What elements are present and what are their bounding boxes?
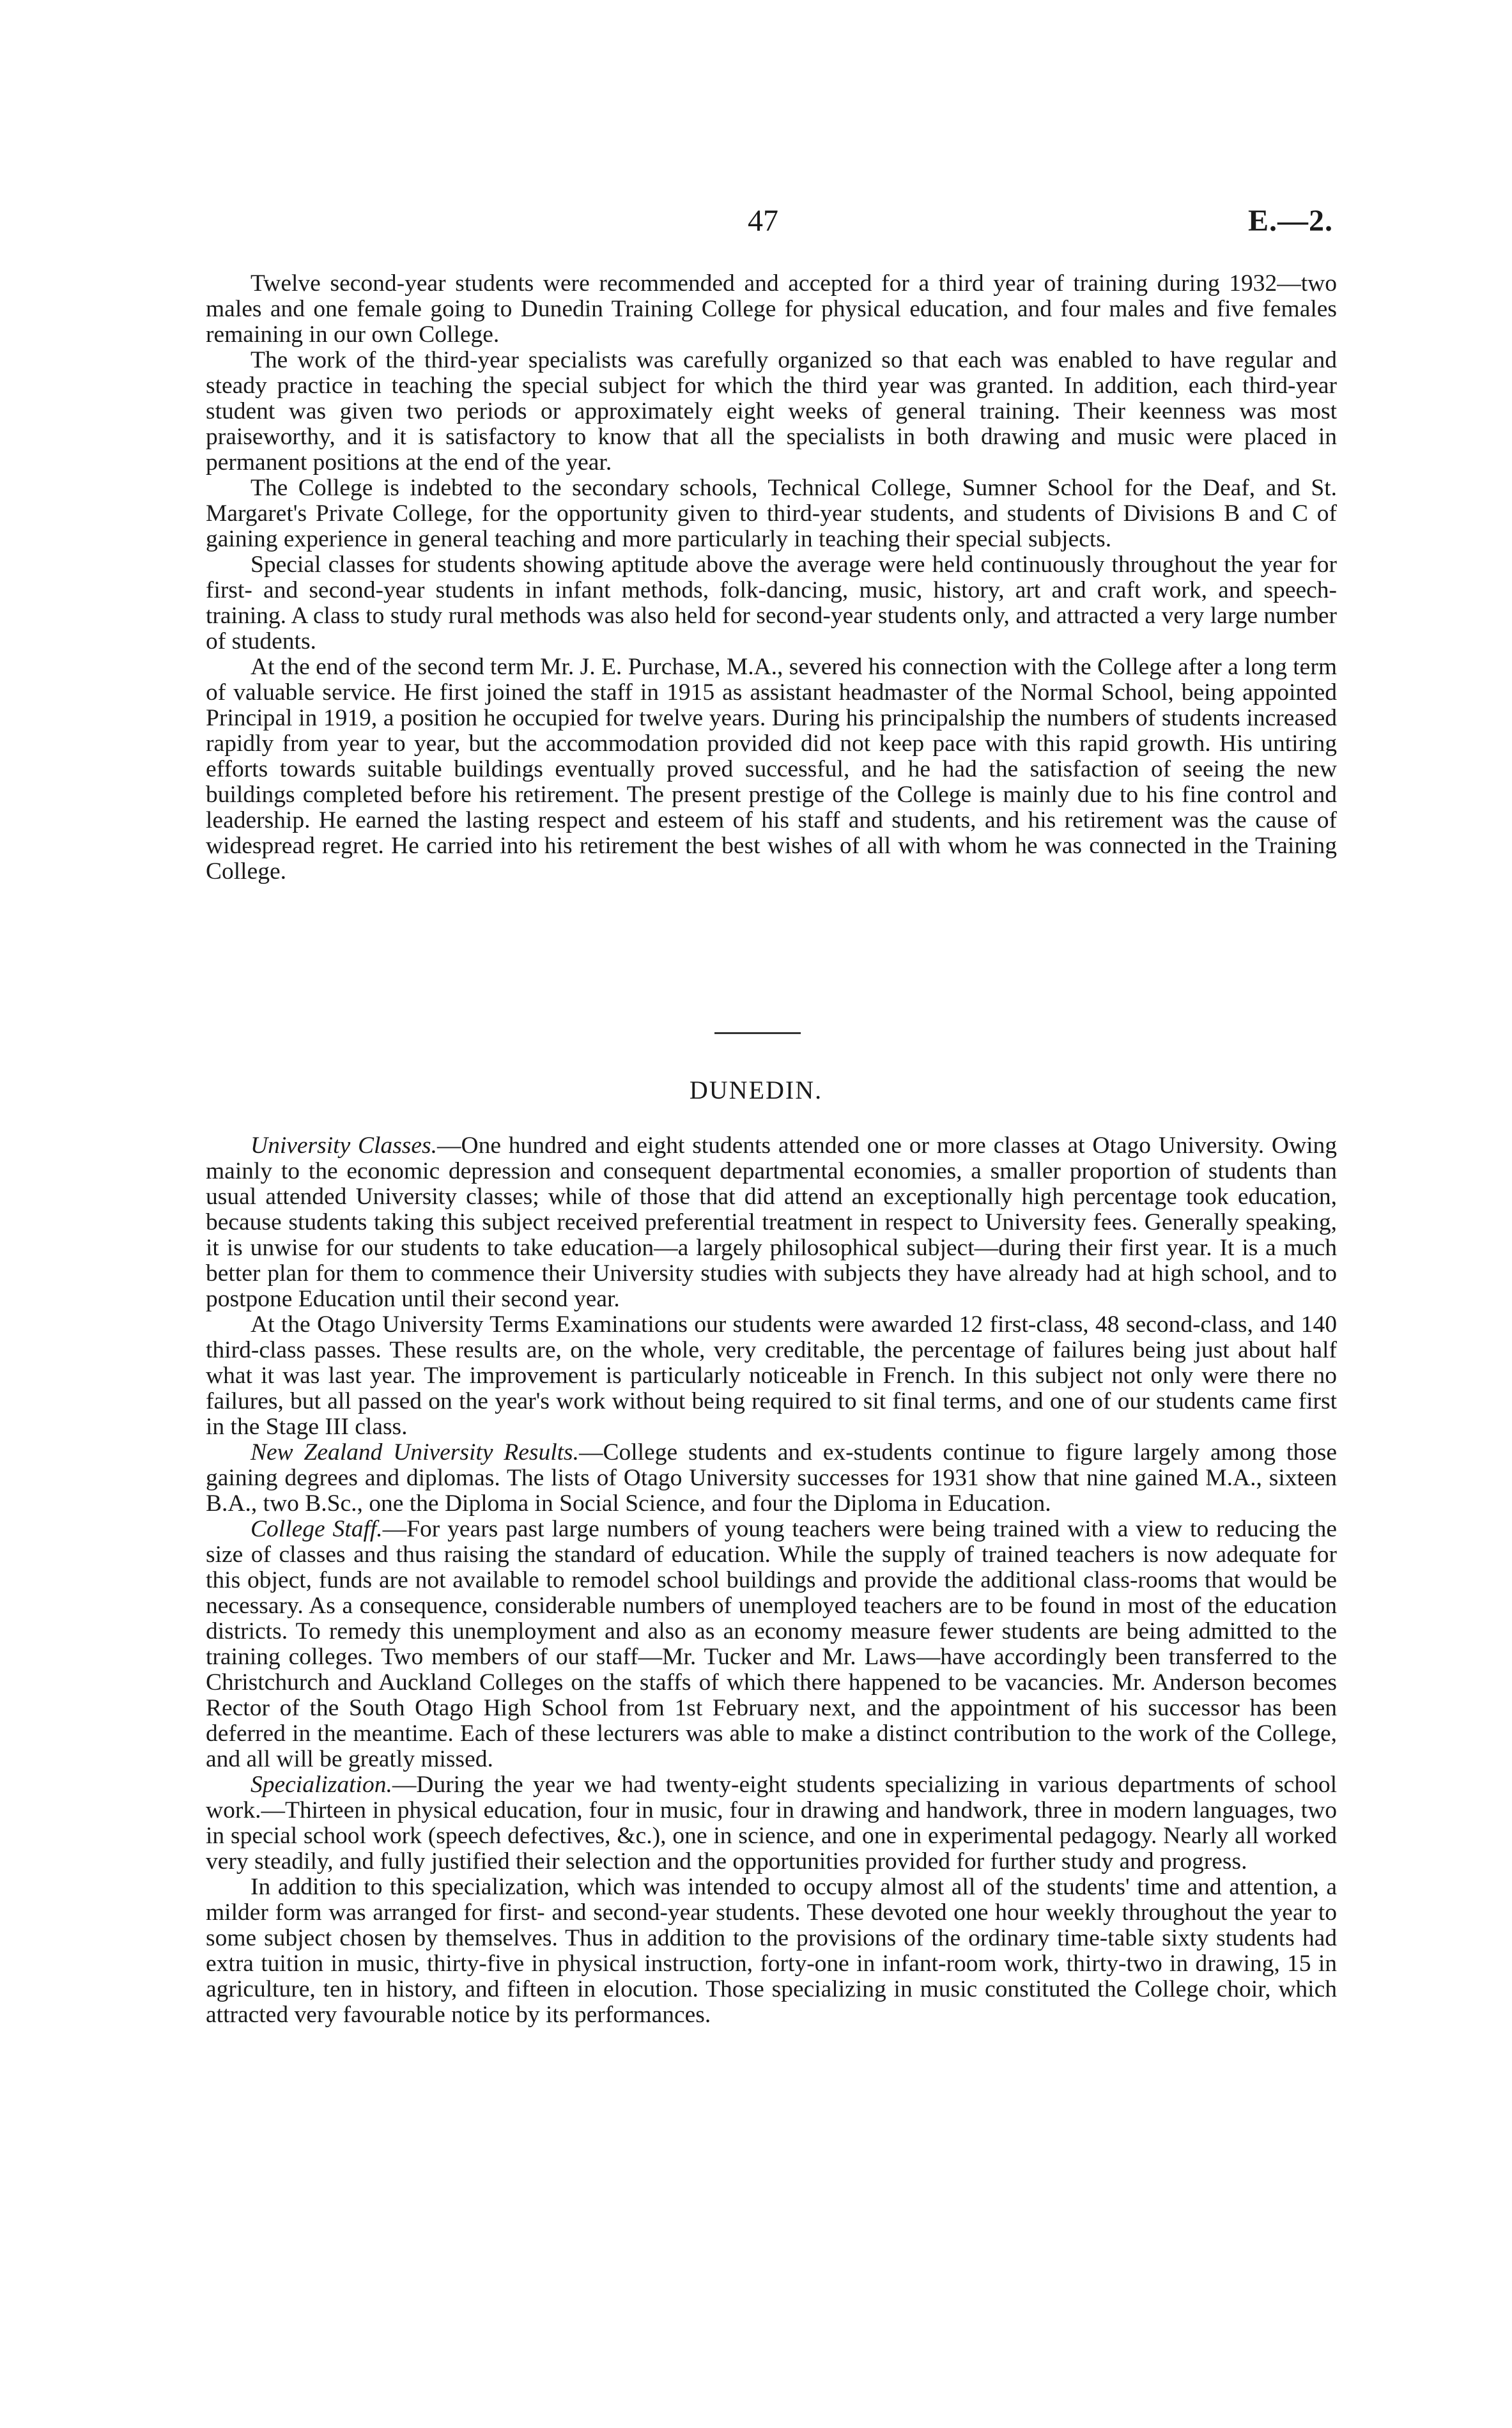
- paragraph-college-indebted: The College is indebted to the secondary schools, Technical College, Sumner School for the Deaf, and St. Margaret's Private College, for the opportunity given to third-year students, and students of Divisions B and C of gaining experience in general teaching and more particularly in teaching their special subjects.: [206, 475, 1337, 552]
- university-classes-text: —One hundred and eight students attended one or more classes at Otago University. Owing mainly to the economic depression and consequent departmental economies, a smaller proportion of students than usual attended University classes; while of those that did attend an exceptionally high percentage took education, because students taking this subject received preferential treatment in respect to University fees. Generally speaking, it is unwise for our students to take education—a largely philosophical subject—during their first year. It is a much better plan for them to commence their University studies with subjects they have already had at high school, and to postpone Education until their second year.: [206, 1133, 1337, 1312]
- christchurch-section-continued: [206, 271, 1337, 885]
- nz-results-text: —College students and ex-students continue to figure largely among those gaining degrees and diplomas. The lists of Otago University successes for 1931 show that nine gained M.A., sixteen B.A., two B.Sc., one the Diploma in Social Science, and four the Diploma in Education.: [206, 1439, 1337, 1517]
- paragraph-terms-examinations: At the Otago University Terms Examinations our students were awarded 12 first-class, 48 second-class, and 140 third-class passes. These results are, on the whole, very creditable, the percentage of failures being just about half what it was last year. The improvement is particularly noticeable in French. In this subject not only were there no failures, but all passed on the year's work without being required to sit final terms, and one of our students came first in the Stage III class.: [206, 1311, 1337, 1440]
- run-in-heading-university-classes: University Classes.: [251, 1133, 437, 1159]
- paragraph-nz-university-results: [206, 1440, 1337, 1517]
- section-title: DUNEDIN.: [689, 1076, 823, 1104]
- run-in-heading-college-staff: College Staff.: [251, 1516, 383, 1542]
- paragraph-special-classes: Special classes for students showing aptitude above the average were held continuously throughout the year for first- and second-year students in infant methods, folk-dancing, music, history, art and craft work, and speech-training. A class to study rural methods was also held for second-year students only, and attracted a very large number of students.: [206, 552, 1337, 654]
- paragraph-specialization: [206, 1772, 1337, 1875]
- paragraph-milder-specialization: In addition to this specialization, which was intended to occupy almost all of the students' time and attention, a milder form was arranged for first- and second-year students. These devoted one hour weekly throughout the year to some subject chosen by themselves. Thus in addition to the provisions of the ordinary time-table sixty students had extra tuition in music, thirty-five in physical instruction, forty-one in infant-room work, thirty-two in drawing, 15 in agriculture, ten in history, and fifteen in elocution. Those specializing in music constituted the College choir, which attracted very favourable notice by its performances.: [206, 1874, 1337, 2028]
- specialization-text: —During the year we had twenty-eight students specializing in various departments of school work.—Thirteen in physical education, four in music, four in drawing and handwork, three in modern languages, two in special school work (speech defectives, &c.), one in science, and one in experimental pedagogy. Nearly all worked very steadily, and fully justified their selection and the opportunities provided for further study and progress.: [206, 1772, 1337, 1875]
- page-header: [0, 203, 1512, 242]
- run-in-heading-nz-results: New Zealand University Results.: [251, 1439, 579, 1465]
- paragraph-college-staff: [206, 1517, 1337, 1772]
- document-reference: E.—2.: [1247, 204, 1333, 238]
- paragraph-third-year-specialists: The work of the third-year specialists was carefully organized so that each was enabled to have regular and steady practice in teaching the special subject for which the third year was granted. In addition, each third-year student was given two periods or approximately eight weeks of general training. Their keenness was most praiseworthy, and it is satisfactory to know that all the specialists in both drawing and music were placed in permanent positions at the end of the year.: [206, 347, 1337, 476]
- paragraph-purchase-retirement: At the end of the second term Mr. J. E. Purchase, M.A., severed his connection with the College after a long term of valuable service. He first joined the staff in 1915 as assistant headmaster of the Normal School, being appointed Principal in 1919, a position he occupied for twelve years. During his principalship the numbers of students increased rapidly from year to year, but the accommodation provided did not keep pace with this rapid growth. His untiring efforts towards suitable buildings eventually proved successful, and he had the satisfaction of seeing the new buildings completed before his retirement. The present prestige of the College is mainly due to his fine control and leadership. He earned the lasting respect and esteem of his staff and students, and his retirement was the cause of widespread regret. He carried into his retirement the best wishes of all with whom he was connected in the Training College.: [206, 654, 1337, 885]
- section-divider: [714, 1032, 801, 1034]
- paragraph-university-classes: [206, 1133, 1337, 1312]
- page-number: 47: [748, 204, 778, 238]
- run-in-heading-specialization: Specialization.: [251, 1772, 392, 1798]
- paragraph-third-year-students: Twelve second-year students were recommended and accepted for a third year of training during 1932—two males and one female going to Dunedin Training College for physical education, and four males and five females remaining in our own College.: [206, 270, 1337, 348]
- dunedin-section: [206, 1133, 1337, 2028]
- college-staff-text: —For years past large numbers of young teachers were being trained with a view to reducing the size of classes and thus raising the standard of education. While the supply of trained teachers is now adequate for this object, funds are not available to remodel school buildings and provide the additional class-rooms that would be necessary. As a consequence, considerable numbers of unemployed teachers are to be found in most of the education districts. To remedy this unemployment and also as an economy measure fewer students are being admitted to the training colleges. Two members of our staff—Mr. Tucker and Mr. Laws—have accordingly been transferred to the Christchurch and Auckland Colleges on the staffs of which there happened to be vacancies. Mr. Anderson becomes Rector of the South Otago High School from 1st February next, and the appointment of his successor has been deferred in the meantime. Each of these lecturers was able to make a distinct contribution to the work of the College, and all will be greatly missed.: [206, 1516, 1337, 1772]
